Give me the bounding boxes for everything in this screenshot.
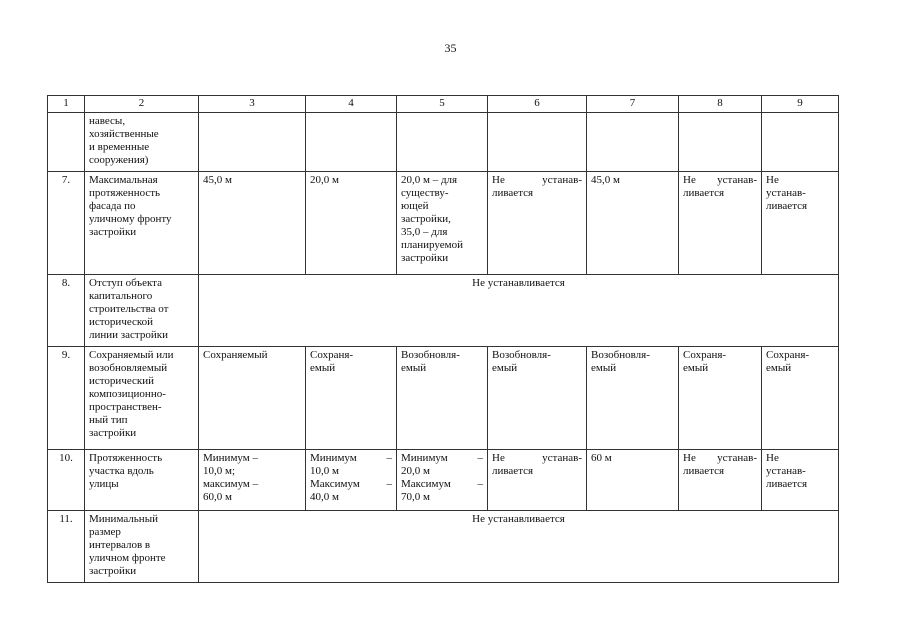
value-cell: 20,0 м [306,172,397,275]
page-number: 35 [444,41,457,55]
text-line: Не [766,174,779,186]
value-cell [488,347,587,450]
text-line: 20,0 м [401,465,430,477]
value-cell: Сохраняемый [199,347,306,450]
table-row [48,275,839,347]
text-line: исторической [89,316,154,328]
row-number-cell [48,113,85,172]
text-line: Минимальный [89,513,158,525]
text-line: Возобновля- [591,349,650,361]
row-number-cell: 9. [48,347,85,450]
text-line: устанав- [766,465,806,477]
text-line: пространствен- [89,401,162,413]
value-cell [397,113,488,172]
value-cell [679,347,762,450]
text-line: Возобновля- [492,349,551,361]
value-cell: 45,0 м [587,172,679,275]
row-number-cell: 8. [48,275,85,347]
text-line: Максимум – [401,478,483,490]
text-line: 70,0 м [401,491,430,503]
text-line: сооружения) [89,154,149,166]
header-cell: 4 [306,96,397,113]
text-line: емый [591,362,617,374]
value-cell [199,113,306,172]
value-cell: 45,0 м [199,172,306,275]
text-line: ливается [683,187,725,199]
regulations-table [47,95,839,583]
text-line: 40,0 м [310,491,339,503]
text-line: Не устанав- [683,452,757,464]
text-line: Не устанав- [683,174,757,186]
text-line: емый [401,362,427,374]
text-line: емый [310,362,336,374]
value-cell [397,347,488,450]
row-number-cell: 7. [48,172,85,275]
text-line: застройки [89,427,137,439]
text-line: ливается [683,465,725,477]
value-cell [397,450,488,511]
text-line: интервалов в [89,539,151,551]
header-cell: 5 [397,96,488,113]
header-cell: 3 [199,96,306,113]
row-number-cell: 10. [48,450,85,511]
value-cell [306,113,397,172]
header-cell: 7 [587,96,679,113]
text-line: фасада по [89,200,136,212]
header-cell: 2 [85,96,199,113]
header-cell: 8 [679,96,762,113]
text-line: Отступ объекта [89,277,162,289]
table-header-row [48,96,839,113]
text-line: размер [89,526,121,538]
text-line: капитального [89,290,153,302]
text-line: Минимум – [310,452,392,464]
table-row [48,347,839,450]
text-line: 35,0 – для [401,226,448,238]
text-line: протяженность [89,187,161,199]
text-line: и временные [89,141,150,153]
value-cell [762,113,839,172]
value-cell [306,347,397,450]
value-cell [762,450,839,511]
text-line: Сохраня- [766,349,810,361]
text-line: уличному фронту [89,213,172,225]
text-line: участка вдоль [89,465,154,477]
text-line: Возобновля- [401,349,460,361]
text-line: Сохраняемый или [89,349,174,361]
text-line: ющей [401,200,429,212]
text-line: Максимальная [89,174,158,186]
text-line: Не [766,452,779,464]
description-cell [85,347,199,450]
text-line: строительства от [89,303,169,315]
text-line: застройки, [401,213,451,225]
value-cell [587,347,679,450]
merged-value-cell: Не устанавливается [199,275,839,347]
value-cell [397,172,488,275]
text-line: емый [683,362,709,374]
text-line: существу- [401,187,449,199]
text-line: Минимум – [203,452,258,464]
text-line: застройки [401,252,449,264]
value-cell [199,450,306,511]
value-cell [488,113,587,172]
text-line: ливается [492,465,534,477]
text-line: застройки [89,226,137,238]
text-line: Протяженность [89,452,163,464]
text-line: композиционно- [89,388,166,400]
value-cell [587,113,679,172]
text-line: 10,0 м [310,465,339,477]
description-cell [85,113,199,172]
text-line: планируемой [401,239,463,251]
text-line: емый [766,362,792,374]
table-row [48,172,839,275]
text-line: максимум – [203,478,259,490]
description-cell [85,450,199,511]
value-cell: 60 м [587,450,679,511]
text-line: Минимум – [401,452,483,464]
value-cell [679,450,762,511]
table-row [48,450,839,511]
text-line: ный тип [89,414,128,426]
text-line: застройки [89,565,137,577]
value-cell [762,172,839,275]
text-line: ливается [766,200,808,212]
table-row [48,113,839,172]
text-line: устанав- [766,187,806,199]
header-cell: 6 [488,96,587,113]
row-number-cell: 11. [48,511,85,583]
text-line: 60,0 м [203,491,232,503]
text-line: Сохраня- [683,349,727,361]
text-line: Сохраня- [310,349,354,361]
text-line: Не устанав- [492,452,582,464]
text-line: улицы [89,478,119,490]
value-cell [488,450,587,511]
text-line: ливается [492,187,534,199]
text-line: 10,0 м; [203,465,236,477]
text-line: навесы, [89,115,126,127]
value-cell [306,450,397,511]
value-cell [762,347,839,450]
description-cell [85,172,199,275]
text-line: Не устанав- [492,174,582,186]
header-cell: 9 [762,96,839,113]
text-line: хозяйственные [89,128,159,140]
value-cell [679,172,762,275]
value-cell [679,113,762,172]
table-row [48,511,839,583]
merged-value-cell: Не устанавливается [199,511,839,583]
text-line: Максимум – [310,478,392,490]
text-line: емый [492,362,518,374]
text-line: возобновляемый [89,362,168,374]
text-line: 20,0 м – для [401,174,458,186]
text-line: линии застройки [89,329,168,341]
text-line: уличном фронте [89,552,166,564]
description-cell [85,275,199,347]
header-cell: 1 [48,96,85,113]
description-cell [85,511,199,583]
text-line: исторический [89,375,155,387]
value-cell [488,172,587,275]
text-line: ливается [766,478,808,490]
